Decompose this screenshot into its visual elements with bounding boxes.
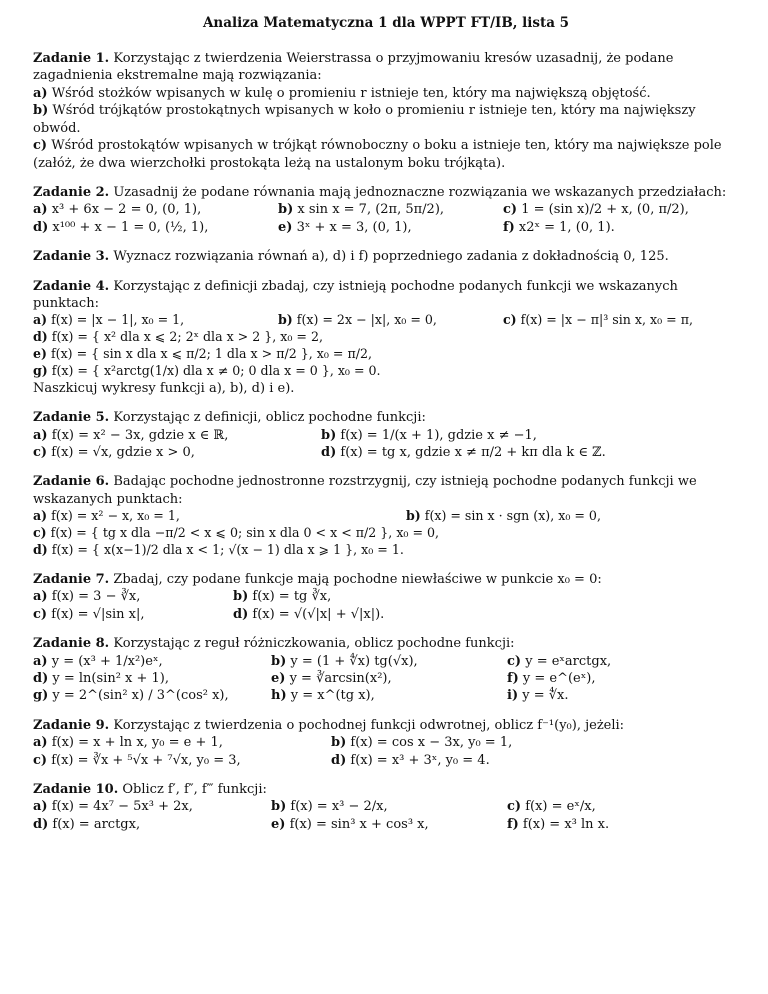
item-label: h)	[271, 688, 287, 704]
task-text: Uzasadnij że podane równania mają jednoznaczne rozwiązania we wskazanych przedziałach:	[113, 184, 727, 200]
item-text: f(x) = 3 − ∛x,	[51, 589, 141, 605]
task-10	[33, 781, 739, 833]
item-label: a)	[33, 589, 48, 605]
task-label: Zadanie 3.	[33, 249, 110, 265]
item-text: f(x) = |x − 1|, x₀ = 1,	[51, 312, 185, 328]
task-text: Korzystając z definicji zbadaj, czy istnieją pochodne podanych funkcji we wskazanych punktach:	[33, 278, 678, 311]
item-label: f)	[507, 670, 519, 686]
task-text: Wyznacz rozwiązania równań a), d) i f) poprzedniego zadania z dokładnością 0, 125.	[113, 249, 669, 265]
item-text: y = 2^(sin² x) / 3^(cos² x),	[52, 688, 229, 704]
item-label: a)	[33, 653, 48, 669]
item-label: a)	[33, 202, 48, 218]
task-label: Zadanie 2.	[33, 184, 110, 200]
task-label: Zadanie 10.	[33, 781, 119, 797]
item-label: a)	[33, 312, 48, 328]
task-7	[33, 571, 739, 623]
item-label: d)	[233, 606, 249, 622]
task-2	[33, 184, 739, 236]
item-text: f(x) = { tg x dla −π/2 < x ⩽ 0; sin x dla 0 < x < π/2 }, x₀ = 0,	[50, 525, 440, 541]
task-label: Zadanie 9.	[33, 717, 110, 733]
task-footer: Naszkicuj wykresy funkcji a), b), d) i e).	[33, 380, 295, 396]
item-text: y = ∜x.	[522, 688, 569, 704]
item-text: f(x) = x³ ln x.	[522, 816, 610, 832]
item-label: i)	[507, 688, 519, 704]
item-text: 1 = (sin x)/2 + x, (0, π/2),	[521, 202, 689, 218]
item-text: f(x) = eˣ/x,	[525, 799, 596, 815]
item-grid	[33, 798, 739, 833]
item-label: d)	[33, 219, 49, 235]
item-grid	[33, 588, 739, 623]
item-text: f(x) = sin³ x + cos³ x,	[289, 816, 429, 832]
item-text: f(x) = x³ + 3ˣ, y₀ = 4.	[350, 752, 490, 768]
item-label: c)	[33, 445, 48, 461]
item-grid	[33, 508, 739, 525]
item-text: f(x) = { x²arctg(1/x) dla x ≠ 0; 0 dla x = 0 }, x₀ = 0.	[51, 362, 381, 378]
item-text: f(x) = x + ln x, y₀ = e + 1,	[51, 735, 223, 751]
item-text: y = e^(eˣ),	[522, 670, 596, 686]
item-text: x sin x = 7, (2π, 5π/2),	[297, 202, 445, 218]
task-text: Badając pochodne jednostronne rozstrzygnij, czy istnieją pochodne podanych funkcji we wskazanych punktach:	[33, 474, 697, 507]
item-label: a)	[33, 799, 48, 815]
item-label: d)	[33, 816, 49, 832]
item-text: Wśród prostokątów wpisanych w trójkąt równoboczny o boku a istnieje ten, który ma największe pole (załóż, że dwa wierzchołki prostokąta leżą na ustalonym boku trójkąta).	[33, 138, 722, 171]
item-text: f(x) = |x − π|³ sin x, x₀ = π,	[520, 312, 693, 328]
task-9	[33, 717, 739, 769]
item-text: f(x) = tg x, gdzie x ≠ π/2 + kπ dla k ∈ ℤ.	[340, 445, 606, 461]
item-grid	[33, 427, 739, 462]
item-label: c)	[33, 752, 48, 768]
item-label: c)	[507, 653, 522, 669]
item-label: b)	[321, 427, 337, 443]
item-label: f)	[503, 219, 515, 235]
item-label: a)	[33, 427, 48, 443]
task-label: Zadanie 8.	[33, 636, 110, 652]
task-label: Zadanie 5.	[33, 410, 110, 426]
item-label: d)	[33, 329, 48, 345]
item-text: y = (1 + ∜x) tg(√x),	[290, 653, 418, 669]
task-text: Zbadaj, czy podane funkcje mają pochodne niewłaściwe w punkcie x₀ = 0:	[113, 571, 602, 587]
task-text: Korzystając z reguł różniczkowania, oblicz pochodne funkcji:	[113, 636, 515, 652]
item-text: f(x) = tg ∛x,	[252, 589, 332, 605]
item-text: f(x) = cos x − 3x, y₀ = 1,	[350, 735, 513, 751]
item-label: d)	[331, 752, 347, 768]
task-label: Zadanie 7.	[33, 571, 110, 587]
item-label: d)	[321, 445, 337, 461]
task-text: Korzystając z definicji, oblicz pochodne funkcji:	[113, 410, 426, 426]
item-text: x³ + 6x − 2 = 0, (0, 1),	[51, 202, 202, 218]
item-label: c)	[507, 799, 522, 815]
item-label: e)	[271, 816, 286, 832]
item-label: b)	[271, 653, 287, 669]
item-label: c)	[503, 202, 518, 218]
item-text: f(x) = x³ − 2/x,	[290, 799, 388, 815]
item-label: c)	[33, 606, 48, 622]
item-text: y = eˣarctgx,	[525, 653, 612, 669]
item-label: c)	[503, 312, 517, 328]
item-label: c)	[33, 525, 47, 541]
task-8	[33, 635, 739, 705]
item-text: f(x) = 1/(x + 1), gdzie x ≠ −1,	[340, 427, 537, 443]
item-text: y = ln(sin² x + 1),	[52, 670, 170, 686]
task-6	[33, 473, 739, 558]
item-label: b)	[271, 799, 287, 815]
exercise-sheet	[33, 14, 739, 845]
item-grid	[33, 734, 739, 769]
task-3	[33, 248, 739, 265]
task-5	[33, 409, 739, 461]
task-label: Zadanie 4.	[33, 278, 110, 294]
item-text: y = ∛arcsin(x²),	[289, 670, 392, 686]
item-text: f(x) = x² − x, x₀ = 1,	[51, 508, 180, 524]
task-text: Korzystając z twierdzenia o pochodnej funkcji odwrotnej, oblicz f⁻¹(y₀), jeżeli:	[113, 717, 625, 733]
item-grid	[33, 653, 739, 705]
item-text: Wśród trójkątów prostokątnych wpisanych w koło o promieniu r istnieje ten, który ma największy obwód.	[33, 103, 696, 136]
item-text: f(x) = ∛x + ⁵√x + ⁷√x, y₀ = 3,	[51, 752, 241, 768]
item-label: b)	[278, 312, 293, 328]
item-label: a)	[33, 508, 48, 524]
item-text: x2ˣ = 1, (0, 1).	[518, 219, 615, 235]
item-label: d)	[33, 670, 49, 686]
item-label: e)	[33, 346, 47, 362]
item-text: f(x) = arctgx,	[52, 816, 141, 832]
item-text: y = x^(tg x),	[290, 688, 375, 704]
task-text: Korzystając z twierdzenia Weierstrassa o przyjmowaniu kresów uzasadnij, że podane zagadnienia ekstremalne mają rozwiązania:	[33, 51, 674, 84]
item-label: b)	[331, 735, 347, 751]
item-text: f(x) = sin x · sgn (x), x₀ = 0,	[424, 508, 601, 524]
item-grid	[33, 312, 739, 329]
item-label: b)	[278, 202, 294, 218]
item-text: f(x) = 4x⁷ − 5x³ + 2x,	[51, 799, 193, 815]
item-text: f(x) = { x(x−1)/2 dla x < 1; √(x − 1) dla x ⩾ 1 }, x₀ = 1.	[51, 542, 404, 558]
item-label: b)	[406, 508, 421, 524]
task-1	[33, 50, 739, 172]
item-text: f(x) = { sin x dla x ⩽ π/2; 1 dla x > π/2 }, x₀ = π/2,	[51, 346, 372, 362]
item-label: b)	[33, 103, 49, 119]
item-text: f(x) = 2x − |x|, x₀ = 0,	[296, 312, 437, 328]
item-label: g)	[33, 362, 48, 378]
item-label: a)	[33, 735, 48, 751]
item-label: c)	[33, 138, 48, 154]
item-text: f(x) = √|sin x|,	[51, 606, 145, 622]
item-label: f)	[507, 816, 519, 832]
item-label: e)	[278, 219, 293, 235]
task-label: Zadanie 6.	[33, 474, 110, 490]
task-4	[33, 278, 739, 398]
item-text: f(x) = x² − 3x, gdzie x ∈ ℝ,	[51, 427, 229, 443]
item-text: f(x) = { x² dla x ⩽ 2; 2ˣ dla x > 2 }, x₀ = 2,	[51, 329, 323, 345]
task-text: Oblicz f′, f″, f‴ funkcji:	[122, 781, 267, 797]
item-label: a)	[33, 85, 48, 101]
item-label: d)	[33, 542, 48, 558]
item-label: g)	[33, 688, 49, 704]
task-label: Zadanie 1.	[33, 51, 110, 67]
item-text: x¹⁰⁰ + x − 1 = 0, (½, 1),	[52, 219, 209, 235]
page-title: Analiza Matematyczna 1 dla WPPT FT/IB, lista 5	[202, 15, 570, 31]
item-text: f(x) = √x, gdzie x > 0,	[51, 445, 195, 461]
item-text: Wśród stożków wpisanych w kulę o promieniu r istnieje ten, który ma największą objętość.	[51, 85, 651, 101]
item-label: e)	[271, 670, 286, 686]
item-text: f(x) = √(√|x| + √|x|).	[252, 606, 385, 622]
item-text: y = (x³ + 1/x²)eˣ,	[51, 653, 163, 669]
item-grid	[33, 201, 739, 236]
item-label: b)	[233, 589, 249, 605]
item-text: 3ˣ + x = 3, (0, 1),	[296, 219, 412, 235]
